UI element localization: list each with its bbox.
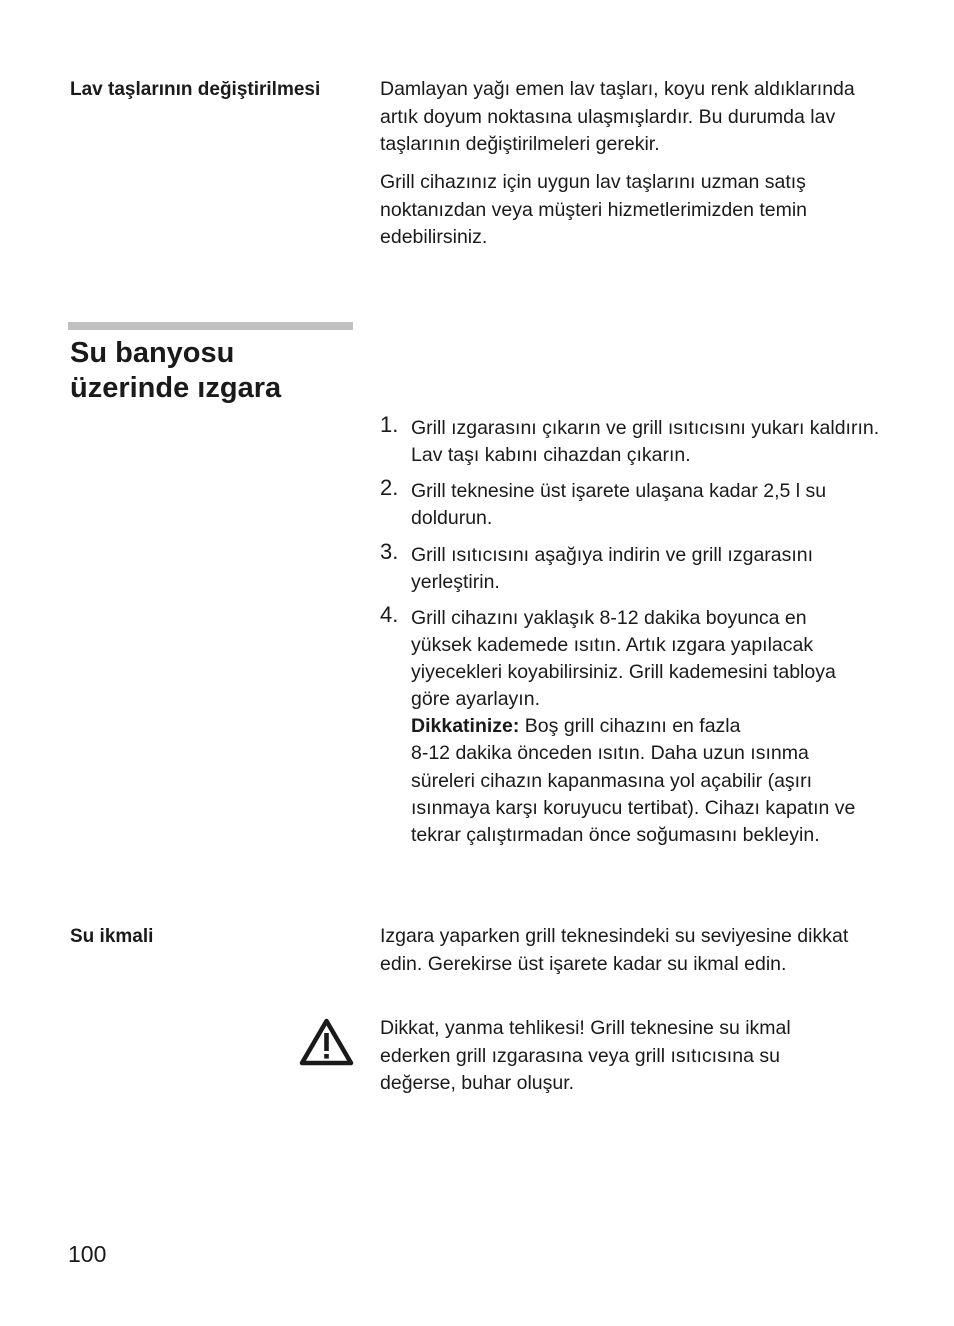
step-number: 3. (380, 539, 399, 564)
step-4-main-text: Grill cihazını yaklaşık 8-12 dakika boyunca en yüksek kademede ısıtın. Artık ızgara yapılacak yiyecekleri koyabilirsiniz. Grill kademesini tabloya göre ayarlayın. (411, 607, 836, 711)
step-text: Grill teknesine üst işarete ulaşana kadar 2,5 l su doldurun. (411, 480, 827, 530)
section-title (70, 336, 370, 406)
step-number: 4. (380, 602, 399, 627)
lava-stones-paragraph-1: Damlayan yağı emen lav taşları, koyu renk aldıklarında artık doyum noktasına ulaşmışlardır. Bu durumda lav taşlarının değiştirilmeleri gerekir. (380, 78, 855, 155)
page-number: 100 (68, 1241, 107, 1267)
water-refill-paragraph: Izgara yaparken grill teknesindeki su seviyesine dikkat edin. Gerekirse üst işarete kadar su ikmal edin. (380, 925, 849, 975)
step-text: Grill ızgarasını çıkarın ve grill ısıtıcısını yukarı kaldırın. Lav taşı kabını cihazdan çıkarın. (411, 417, 880, 467)
step-1 (380, 412, 900, 469)
note-rest: 8-12 dakika önceden ısıtın. Daha uzun ısınma süreleri cihazın kapanmasına yol açabilir (aşırı ısınmaya karşı koruyucu tertibat). Cihazı kapatın ve tekrar çalıştırmadan önce soğumasını bekleyin. (411, 742, 856, 846)
section-title-line-2: üzerinde ızgara (70, 372, 282, 404)
step-number: 1. (380, 412, 399, 437)
note-line-1: Boş grill cihazını en fazla (524, 715, 741, 738)
warning-triangle-icon (299, 1018, 354, 1066)
note-label: Dikkatinize: (411, 715, 520, 738)
step-2 (380, 475, 900, 532)
water-refill-heading: Su ikmali (70, 926, 154, 947)
burn-warning-text: Dikkat, yanma tehlikesi! Grill teknesine su ikmal ederken grill ızgarasına veya grill ısıtıcısına su değerse, buhar oluşur. (380, 1017, 791, 1094)
step-3 (380, 539, 900, 596)
section-divider (68, 322, 353, 330)
step-number: 2. (380, 475, 399, 500)
step-4 (380, 602, 900, 849)
step-text: Grill ısıtıcısını aşağıya indirin ve grill ızgarasını yerleştirin. (411, 544, 814, 594)
section-title-line-1: Su banyosu (70, 337, 235, 369)
lava-stones-heading: Lav taşlarının değiştirilmesi (70, 79, 321, 100)
step-text (411, 605, 871, 849)
lava-stones-paragraph-2: Grill cihazınız için uygun lav taşlarını uzman satış noktanızdan veya müşteri hizmetlerimizden temin edebilirsiniz. (380, 171, 808, 248)
